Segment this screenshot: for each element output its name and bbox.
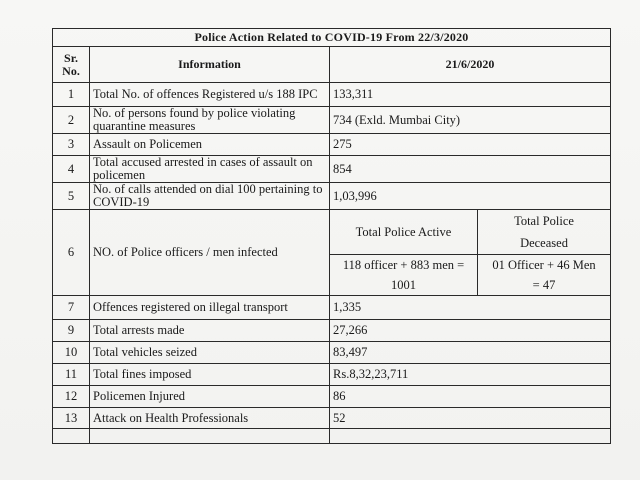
row-value: 1,335 <box>330 296 611 320</box>
row-info: Policemen Injured <box>90 386 330 408</box>
table-row <box>53 342 611 364</box>
row-info: Total No. of offences Registered u/s 188 IPC <box>90 83 330 107</box>
row-sr: 1 <box>53 83 90 107</box>
table-row-blank <box>53 429 611 444</box>
row-sr: 11 <box>53 364 90 386</box>
row-sr: 5 <box>53 183 90 210</box>
row-info: No. of persons found by police violating quarantine measures <box>90 107 330 134</box>
table-title: Police Action Related to COVID-19 From 22/3/2020 <box>53 29 611 47</box>
active-value: 118 officer + 883 men = 1001 <box>330 255 478 296</box>
row-value: 83,497 <box>330 342 611 364</box>
table-row <box>53 134 611 156</box>
header-sr-no: Sr. No. <box>53 47 90 83</box>
table-row <box>53 83 611 107</box>
table-row <box>53 386 611 408</box>
row-sr: 7 <box>53 296 90 320</box>
blank-cell <box>90 429 330 444</box>
row-value: 1,03,996 <box>330 183 611 210</box>
row-value: 854 <box>330 156 611 183</box>
row-info: Assault on Policemen <box>90 134 330 156</box>
row-sr: 6 <box>53 210 90 296</box>
blank-cell <box>53 429 90 444</box>
row-value: 275 <box>330 134 611 156</box>
header-date: 21/6/2020 <box>330 47 611 83</box>
table-row-infected-head <box>53 210 611 255</box>
deceased-label: Total Police Deceased <box>478 210 611 255</box>
row-info: Attack on Health Professionals <box>90 408 330 429</box>
row-sr: 2 <box>53 107 90 134</box>
row-value: 734 (Exld. Mumbai City) <box>330 107 611 134</box>
row-sr: 9 <box>53 320 90 342</box>
row-value: 52 <box>330 408 611 429</box>
row-sr: 3 <box>53 134 90 156</box>
row-sr: 10 <box>53 342 90 364</box>
row-info: Total accused arrested in cases of assault on policemen <box>90 156 330 183</box>
row-sr: 12 <box>53 386 90 408</box>
row-info: NO. of Police officers / men infected <box>90 210 330 296</box>
row-info: No. of calls attended on dial 100 pertaining to COVID-19 <box>90 183 330 210</box>
table-row <box>53 296 611 320</box>
row-sr: 13 <box>53 408 90 429</box>
row-info: Total vehicles seized <box>90 342 330 364</box>
row-value: 27,266 <box>330 320 611 342</box>
deceased-value: 01 Officer + 46 Men = 47 <box>478 255 611 296</box>
table-row <box>53 320 611 342</box>
police-action-table <box>52 28 611 444</box>
table-title-row <box>53 29 611 47</box>
table-row <box>53 156 611 183</box>
blank-cell <box>330 429 611 444</box>
row-value: 133,311 <box>330 83 611 107</box>
table-row <box>53 107 611 134</box>
active-label: Total Police Active <box>330 210 478 255</box>
table-header-row <box>53 47 611 83</box>
row-info: Total arrests made <box>90 320 330 342</box>
row-sr: 4 <box>53 156 90 183</box>
row-info: Offences registered on illegal transport <box>90 296 330 320</box>
table-row <box>53 183 611 210</box>
header-information: Information <box>90 47 330 83</box>
table-row <box>53 408 611 429</box>
row-value: 86 <box>330 386 611 408</box>
table-row <box>53 364 611 386</box>
row-value: Rs.8,32,23,711 <box>330 364 611 386</box>
row-info: Total fines imposed <box>90 364 330 386</box>
